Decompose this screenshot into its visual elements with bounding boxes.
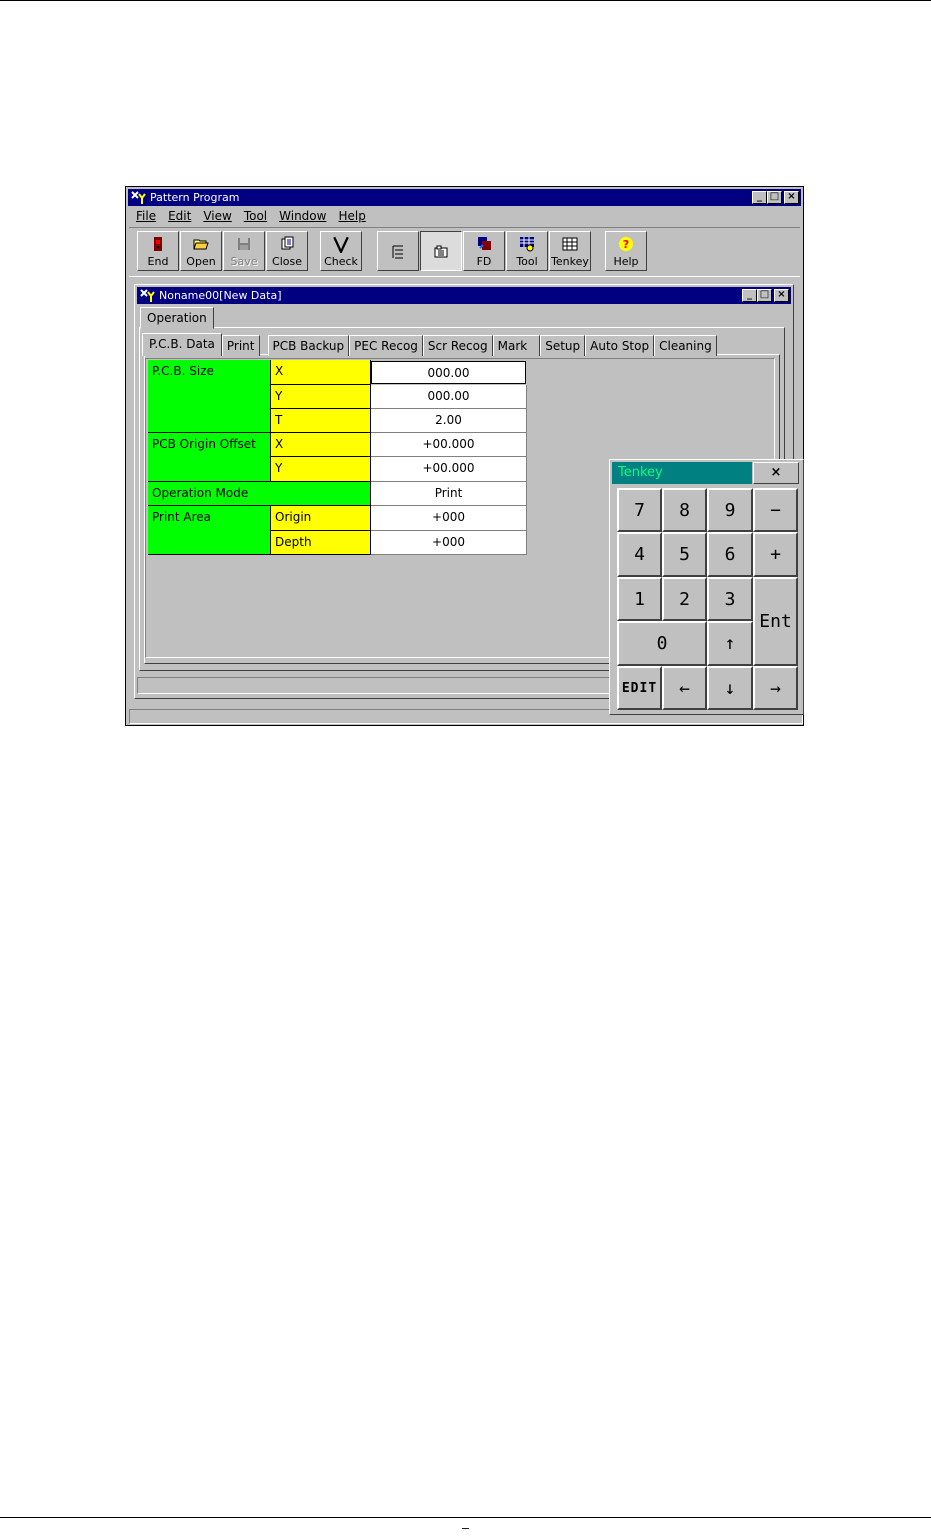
tab-mark[interactable]: Mark [493,335,541,356]
edit-key[interactable]: EDIT [617,666,662,710]
tenkey-close-button[interactable]: × [753,462,799,484]
exit-door-icon [150,236,166,252]
tree-list-icon [390,244,406,260]
end-button[interactable]: End [137,231,179,271]
tab-pec-recog[interactable]: PEC Recog [349,335,423,356]
tab-pcb-data[interactable]: P.C.B. Data [142,333,222,356]
bottom-rule [0,1517,931,1518]
tenkey-title[interactable]: Tenkey [612,462,752,484]
app-logo-icon [131,190,146,205]
maximize-icon[interactable]: □ [767,191,782,204]
open-button[interactable]: Open [180,231,222,271]
key-enter[interactable]: Ent [753,577,798,666]
menu-bar [130,207,372,225]
key-2[interactable]: 2 [662,577,707,621]
tool-button[interactable]: Tool [506,231,548,271]
pcb-size-label: P.C.B. Size [148,360,271,433]
menu-window[interactable]: Window [279,209,327,223]
pcb-size-x-field[interactable]: 000.00 [371,361,526,384]
pcb-size-y-label: Y [271,385,371,409]
tab-cleaning[interactable]: Cleaning [654,335,717,356]
toolbar [129,227,800,277]
app-title: Pattern Program [150,191,240,204]
tab-operation[interactable]: Operation [140,307,214,329]
key-8[interactable]: 8 [662,488,707,532]
tab-pcb-backup[interactable]: PCB Backup [268,335,350,356]
top-rule [0,0,931,1]
arrow-down-key[interactable]: ↓ [707,666,753,710]
menu-help[interactable]: Help [338,209,366,223]
arrow-left-key[interactable]: ← [662,666,707,710]
folder-open-icon [193,236,209,252]
operation-mode-field[interactable]: Print [371,482,527,506]
page-number: − [460,1522,471,1535]
origin-offset-y-field[interactable]: +00.000 [371,457,527,482]
tab-print[interactable]: Print [222,335,260,356]
tab-scr-recog[interactable]: Scr Recog [423,335,493,356]
print-area-label: Print Area [148,506,271,555]
child-minimize-icon[interactable]: _ [742,289,757,302]
print-area-origin-field[interactable]: +000 [371,506,527,531]
operation-mode-label: Operation Mode [148,482,371,506]
key-0[interactable]: 0 [617,621,707,666]
close-file-button[interactable]: Close [266,231,308,271]
save-button[interactable]: Save [223,231,265,271]
key-plus[interactable]: + [753,532,798,577]
svg-text:?: ? [622,238,630,251]
help-question-icon [618,236,634,252]
pcb-size-x-label: X [271,360,371,385]
minimize-icon[interactable]: _ [752,191,767,204]
key-3[interactable]: 3 [707,577,753,621]
key-minus[interactable]: − [753,488,798,532]
origin-offset-x-field[interactable]: +00.000 [371,433,527,457]
tab-strip [142,333,717,355]
tab-auto-stop[interactable]: Auto Stop [585,335,654,356]
child-close-icon[interactable]: × [774,289,789,302]
list-view-button[interactable] [377,231,419,271]
key-5[interactable]: 5 [662,532,707,577]
key-1[interactable]: 1 [617,577,662,621]
print-area-depth-field[interactable]: +000 [371,531,527,555]
tenkey-button[interactable]: Tenkey [549,231,591,271]
pcb-size-y-field[interactable]: 000.00 [371,385,527,409]
floppy-transfer-icon [476,236,492,252]
menu-view[interactable]: View [203,209,232,223]
keypad-icon [562,236,578,252]
menu-edit[interactable]: Edit [168,209,192,223]
menu-file[interactable]: File [136,209,157,223]
tool-grid-icon [519,236,535,252]
check-button[interactable]: Check [320,231,362,271]
key-6[interactable]: 6 [707,532,753,577]
print-area-depth-label: Depth [271,531,371,555]
app-title-bar[interactable] [128,189,801,206]
arrow-up-key[interactable]: ↑ [707,621,753,666]
floppy-disk-icon [236,236,252,252]
menu-tool[interactable]: Tool [243,209,268,223]
child-maximize-icon[interactable]: □ [757,289,772,302]
data-view-button[interactable] [420,231,462,271]
child-title: Noname00[New Data] [159,289,282,302]
check-mark-icon [332,235,350,253]
print-area-origin-label: Origin [271,506,371,531]
folder-data-icon [433,244,449,260]
help-button[interactable]: ? Help [605,231,647,271]
origin-offset-y-label: Y [271,457,371,482]
child-title-bar[interactable] [137,287,791,304]
pcb-size-t-label: T [271,409,371,433]
key-9[interactable]: 9 [707,488,753,532]
pcb-origin-offset-label: PCB Origin Offset [148,433,271,482]
tab-setup[interactable]: Setup [540,335,585,356]
pcb-size-t-field[interactable]: 2.00 [371,409,527,433]
close-icon[interactable]: × [784,191,799,204]
key-4[interactable]: 4 [617,532,662,577]
fd-button[interactable]: FD [463,231,505,271]
key-7[interactable]: 7 [617,488,662,532]
child-logo-icon [140,288,155,303]
document-close-icon [279,236,295,252]
tenkey-window [609,459,804,715]
arrow-right-key[interactable]: → [753,666,798,710]
origin-offset-x-label: X [271,433,371,457]
